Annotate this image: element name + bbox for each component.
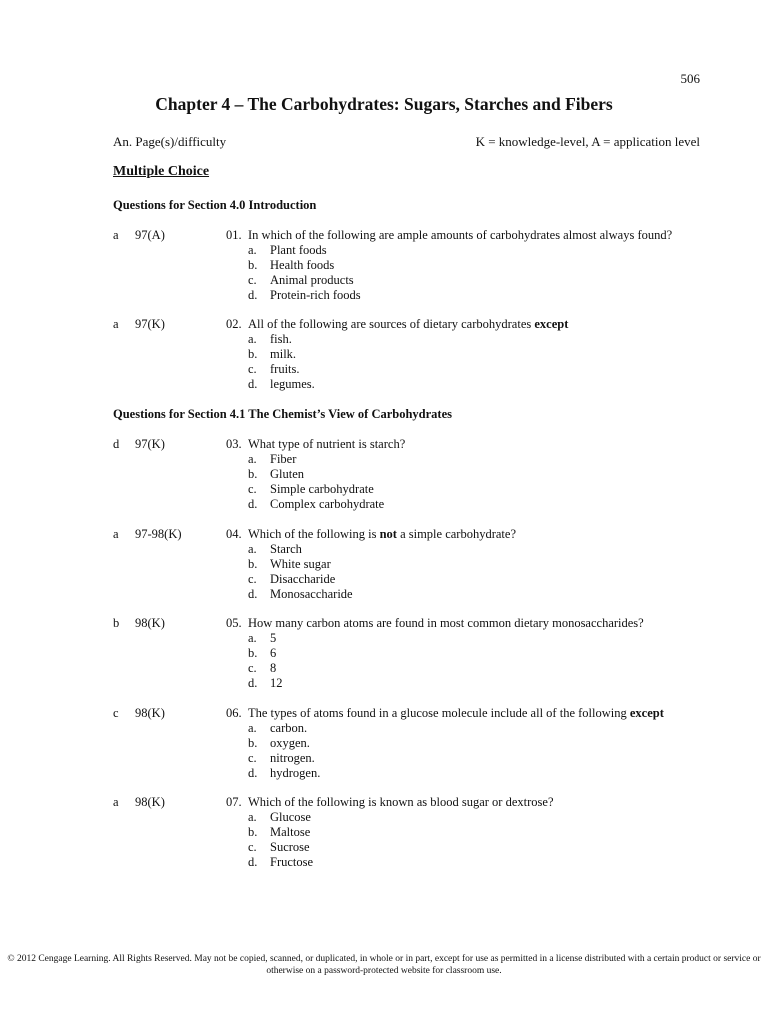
- section-heading-4-0: Questions for Section 4.0 Introduction: [113, 198, 317, 212]
- option-text: 8: [270, 661, 277, 675]
- question-number: 03.: [226, 437, 242, 451]
- option-text: Animal products: [270, 273, 354, 287]
- question-04: [113, 527, 713, 602]
- answer-key: c: [113, 706, 119, 720]
- option-text: Fructose: [270, 855, 314, 869]
- option-letter: a.: [248, 810, 257, 824]
- option-letter: a.: [248, 452, 257, 466]
- option-letter: b.: [248, 736, 258, 750]
- option-letter: c.: [248, 751, 257, 765]
- difficulty-legend: K = knowledge-level, A = application level: [475, 134, 700, 149]
- answer-key: a: [113, 228, 119, 242]
- question-stem: Which of the following is known as blood sugar or dextrose?: [248, 795, 554, 809]
- question-number: 01.: [226, 228, 242, 242]
- option-text: milk.: [270, 347, 297, 361]
- page-reference: 97-98(K): [135, 527, 182, 541]
- option-text: Disaccharide: [270, 572, 336, 586]
- option-text: Health foods: [270, 258, 335, 272]
- question-05: [113, 616, 713, 691]
- option-letter: c.: [248, 362, 257, 376]
- option-text: 12: [270, 676, 283, 690]
- answer-key: a: [113, 795, 119, 809]
- emphasis: not: [379, 527, 397, 541]
- question-stem: All of the following are sources of dietary carbohydrates except: [248, 317, 569, 331]
- option-text: 5: [270, 631, 277, 645]
- option-text: Simple carbohydrate: [270, 482, 374, 496]
- option-letter: c.: [248, 572, 257, 586]
- answer-key: d: [113, 437, 120, 451]
- option-letter: c.: [248, 482, 257, 496]
- page-reference: 97(A): [135, 228, 165, 242]
- emphasis: except: [629, 706, 664, 720]
- question-stem: The types of atoms found in a glucose molecule include all of the following except: [248, 706, 664, 720]
- page-reference: 98(K): [135, 616, 165, 630]
- question-number: 06.: [226, 706, 242, 720]
- question-stem: What type of nutrient is starch?: [248, 437, 406, 451]
- question-06: [113, 706, 713, 781]
- answer-key-legend: An. Page(s)/difficulty: [113, 134, 227, 149]
- question-number: 05.: [226, 616, 242, 630]
- question-07: [113, 795, 713, 870]
- page-reference: 98(K): [135, 795, 165, 809]
- option-text: Complex carbohydrate: [270, 497, 385, 511]
- option-text: carbon.: [270, 721, 308, 735]
- option-letter: b.: [248, 347, 258, 361]
- page-reference: 97(K): [135, 317, 165, 331]
- option-text: Plant foods: [270, 243, 327, 257]
- question-stem: In which of the following are ample amounts of carbohydrates almost always found?: [248, 228, 673, 242]
- option-text: 6: [270, 646, 277, 660]
- option-text: legumes.: [270, 377, 315, 391]
- option-letter: c.: [248, 840, 257, 854]
- option-letter: d.: [248, 766, 258, 780]
- question-number: 02.: [226, 317, 242, 331]
- option-letter: a.: [248, 631, 257, 645]
- option-text: White sugar: [270, 557, 331, 571]
- copyright-footer: © 2012 Cengage Learning. All Rights Reserved. May not be copied, scanned, or duplicated, in whole or in part, except for use as permitted in a license distributed with a certain product or service or otherwise on a password-protected website for classroom use.: [7, 954, 761, 976]
- option-letter: b.: [248, 825, 258, 839]
- option-text: Sucrose: [270, 840, 310, 854]
- option-text: Maltose: [270, 825, 311, 839]
- option-letter: c.: [248, 273, 257, 287]
- option-letter: a.: [248, 542, 257, 556]
- option-text: fruits.: [270, 362, 300, 376]
- option-text: Starch: [270, 542, 302, 556]
- page-reference: 97(K): [135, 437, 165, 451]
- question-01: [113, 228, 713, 303]
- option-letter: a.: [248, 332, 257, 346]
- option-letter: d.: [248, 855, 258, 869]
- option-letter: b.: [248, 258, 258, 272]
- option-letter: b.: [248, 467, 258, 481]
- option-letter: d.: [248, 377, 258, 391]
- question-stem: How many carbon atoms are found in most common dietary monosaccharides?: [248, 616, 644, 630]
- emphasis: except: [534, 317, 569, 331]
- option-letter: d.: [248, 676, 258, 690]
- question-number: 04.: [226, 527, 242, 541]
- option-text: nitrogen.: [270, 751, 315, 765]
- option-letter: c.: [248, 661, 257, 675]
- page-reference: 98(K): [135, 706, 165, 720]
- option-letter: a.: [248, 721, 257, 735]
- answer-key: a: [113, 317, 119, 331]
- answer-key: b: [113, 616, 120, 630]
- option-text: Protein-rich foods: [270, 288, 361, 302]
- option-text: Gluten: [270, 467, 305, 481]
- option-letter: a.: [248, 243, 257, 257]
- option-text: Glucose: [270, 810, 311, 824]
- option-letter: d.: [248, 288, 258, 302]
- option-letter: d.: [248, 587, 258, 601]
- answer-key: a: [113, 527, 119, 541]
- option-letter: b.: [248, 557, 258, 571]
- question-stem: Which of the following is not a simple carbohydrate?: [248, 527, 516, 541]
- chapter-title: Chapter 4 – The Carbohydrates: Sugars, Starches and Fibers: [155, 94, 613, 114]
- question-02: [113, 317, 713, 392]
- option-text: hydrogen.: [270, 766, 321, 780]
- question-03: [113, 437, 713, 512]
- section-heading-4-1: Questions for Section 4.1 The Chemist’s View of Carbohydrates: [113, 407, 453, 421]
- option-letter: d.: [248, 497, 258, 511]
- question-number: 07.: [226, 795, 242, 809]
- option-text: oxygen.: [270, 736, 310, 750]
- option-text: Fiber: [270, 452, 297, 466]
- multiple-choice-heading: Multiple Choice: [113, 164, 210, 179]
- option-text: Monosaccharide: [270, 587, 353, 601]
- page-number: 506: [680, 71, 700, 86]
- option-letter: b.: [248, 646, 258, 660]
- option-text: fish.: [270, 332, 292, 346]
